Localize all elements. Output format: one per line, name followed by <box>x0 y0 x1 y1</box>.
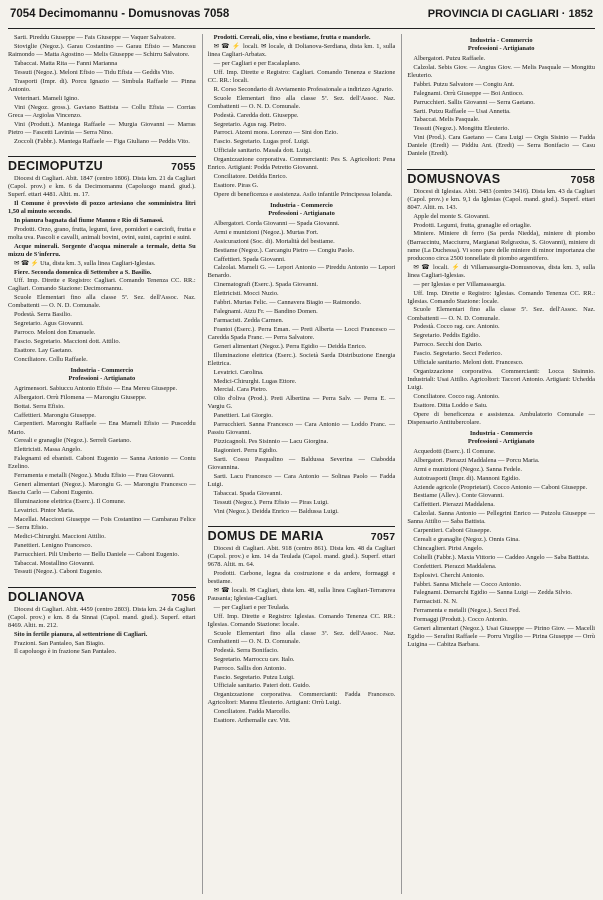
entry: Bestiame (Allev.). Conte Giovanni. <box>413 492 504 500</box>
entry: Chincaglieri. Pirisi Angelo. <box>413 544 484 552</box>
entry: Aziende agricole (Proprietari). Cocco Antonio — Caboni Giuseppe. <box>413 483 588 491</box>
section-title-text: DOLIANOVA <box>8 589 85 604</box>
entry: In pianura bagnata dal fiume Mannu e Rio di Samassi. <box>14 216 164 224</box>
entry: Segretario. Agus Giovanni. <box>14 320 84 328</box>
entry: Falegnami ed ebanisti. Caboni Eugenio — Sanna Antonio — Contu Ezelino. <box>8 455 196 471</box>
entry: Fabbri. Sanna Michele — Cocco Antonio. <box>413 580 522 588</box>
entry: Uff. Imp. Dirette e Registro: Iglesias. Comando Tenenza CC. RR.: Iglesias. Comando Stazione: locale. <box>207 612 396 628</box>
entry: Conciliatore. Cocco rag. Antonio. <box>413 393 500 400</box>
entry: Elettricisti. Massa Angelo. <box>14 446 82 454</box>
entry: Segretario. Agus rag. Pietro. <box>213 120 287 128</box>
entry: Sarti. Pireddu Giuseppe — Fais Giuseppe — Vaquer Salvatore. <box>14 34 176 41</box>
subsection-heading: Industria - Commercio Professioni - Artigianato <box>467 429 535 445</box>
entries-dolianova-trades <box>208 220 396 516</box>
entry: Trasporti (Impr. di). Porcu Ignazio — Simbula Raffaele — Pinna Antonio. <box>8 77 196 93</box>
entry: Medici-Chirurghi. Maccioni Attilio. <box>14 532 106 540</box>
entry: Miniere. Miniere di ferro (Sa perda Niedda), miniere di piombo (Barraccintu, Macciurru, Margianai Relgraxius, S. Giovanni), miniere di rame (La Duchessa). Vi sono pure delle miniere di minor importanza che producono circa 2500 tonnellate di piombo argentifero. <box>407 230 596 262</box>
entry: Esattore. Piras G. <box>213 181 259 189</box>
entry: Conciliatore. Fadda Marcello. <box>213 708 291 716</box>
entries-domusnovas-trades <box>407 448 595 649</box>
section-number: 7055 <box>171 160 196 173</box>
entry: Calzolai. Mameli G. — Lepori Antonio — Pireddu Antonio — Lepori Benardo. <box>207 264 396 280</box>
entry: Segretario. Peddis Egidio. <box>413 332 481 340</box>
entry: Vini (Negoz. gross.). Gaviano Battista — Collu Efisia — Corrias Greca — Argiolas Vincenzo. <box>8 103 196 119</box>
entry: Falegnami. Demarchi Egidio — Sanna Luigi — Zedda Silvio. <box>413 589 573 597</box>
entry: Caffettieri. Spada Giovanni. <box>213 255 286 263</box>
entries-decimoputzu <box>8 175 196 364</box>
entry: Tabaccai. Mostallino Giovanni. <box>14 559 95 567</box>
entry: ✉ ☎ locali. ✉ Cagliari, dista km. 48, sulla linea Cagliari-Terranova Pausania; Iglesias-Cagliari. <box>207 587 396 603</box>
entry: Ferramenta e metalli (Negoz.). Secci Fed. <box>413 607 521 615</box>
entry: Prodotti. Orzo, grano, frutta, legumi, fave, pomidori e carciofi, frutta e molta uva. Pascoli e cavalli, animali bovini, ovini, suini, caprini e suini. <box>8 225 196 241</box>
entry: Uff. Imp. Dirette e Registro: Cagliari. Comando Tenenza e Stazione CC. RR.: locali. <box>207 68 396 84</box>
entry: Olio d'oliva (Prod.). Preti Albertina — Perra Salv. — Perra E. — Vargiu G. <box>207 395 396 411</box>
entry: Fascio. Segretario. Secci Federico. <box>413 350 503 358</box>
subsection-heading: Industria - Commercio Professioni - Artigianato <box>467 37 535 52</box>
entry: Generi alimentari (Negoz.). Perra Egidio — Deidda Enrico. <box>213 342 367 350</box>
entry: Sito in fertile pianura, al settentrione di Cagliari. <box>14 630 148 638</box>
entry: Ufficiale sanitario. Meloni dott. Francesco. <box>413 359 524 367</box>
entries-domusnovas <box>407 188 595 427</box>
entry: Frazioni. San Pantaleo, San Biagio. <box>14 639 105 647</box>
entry: Ragionieri. Perra Egidio. <box>213 447 278 455</box>
entry: Fabbri. Murtas Felic. — Cannavera Biagio — Raimondo. <box>213 299 361 307</box>
entry: Parrucchieri. Pili Umberto — Bellu Daniele — Caboni Eugenio. <box>14 550 180 558</box>
entry: Panettieri. Lai Giorgio. <box>213 412 273 420</box>
entry: Podestà. Serra Bonifacio. <box>213 646 279 654</box>
entry: Ferramenta e metalli (Negoz.). Mudu Efisio — Frau Giovanni. <box>14 472 175 480</box>
entry: Bottai. Serra Efisio. <box>14 402 65 410</box>
entries-domus-de-maria <box>208 545 396 725</box>
column-1 <box>8 34 196 894</box>
entry: Armi e munizioni (Negoz.). Sanna Fedele. <box>413 465 522 473</box>
entry: Caffettieri. Pierazzi Maddalena. <box>413 501 495 509</box>
entry: Albergatori. Pierazzi Maddalena — Porcu Maria. <box>413 456 540 464</box>
entry: Fascio. Segretario. Maccioni dott. Attilio. <box>14 338 121 346</box>
section-number: 7056 <box>171 591 196 604</box>
section-title-domusnovas <box>407 169 595 184</box>
column-2 <box>202 34 396 894</box>
entry: Farmacisti. N. N. <box>413 598 458 606</box>
entry: Organizzazione corporativa. Commercianti: Fadda Francesco. Agricoltori: Mannu Eleuterio. Artigiani: Orrù Luigi. <box>207 691 396 707</box>
entry: Sarti. Lacu Francesco — Cara Antonio — Solinas Paolo — Fadda Luigi. <box>207 472 396 489</box>
entry: Parroco. Sallis don Antonio. <box>213 664 286 672</box>
entry: Fascio. Segretario. Putzu Luigi. <box>213 673 295 681</box>
entry: Formaggi (Produtt.). Cocco Antonio. <box>413 616 508 624</box>
entry: Uff. Imp. Dirette e Registro: Cagliari. Comando Tenenza CC. RR.: Cagliari. Comando Stazione: Decimomannu. <box>8 277 196 293</box>
entry: Levatrici. Pintor Maria. <box>14 506 75 514</box>
entry: Albergatori. Corda Giovanni — Spada Giovanni. <box>213 219 340 227</box>
entry: Albergatori. Orrù Filomena — Marongiu Giuseppe. <box>14 393 147 401</box>
entries-dolianova-continued <box>208 34 396 199</box>
directory-page <box>8 34 595 894</box>
section-title-decimoputzu <box>8 156 196 171</box>
entry: Opere di beneficenza e assistenza. Asilo infantile Principessa Iolanda. <box>213 190 393 198</box>
entry: ✉ ☎ ⚡ locali. ✉ locale, di Dolianova-Serdiana, dista km. 1, sulla linea Cagliari-Arbatax. <box>207 42 396 58</box>
entry: Acque minerali. Sorgente d'acqua minerale a termale, detta Su mizzu de S'inferru. <box>8 242 196 258</box>
entry: Tessuti (Negoz.). Caboni Eugenio. <box>14 568 103 576</box>
entry: Albergatori. Putzu Raffaele. <box>413 55 486 62</box>
entry: Organizzazione corporativa. Commercianti: Pes S. Agricoltori: Pena Enrico. Artigiani: Podda Petretto Giovanni. <box>207 156 396 172</box>
section-title-text: DOMUSNOVAS <box>407 171 501 186</box>
entry: Segretario. Marroccu cav. Italo. <box>213 655 295 663</box>
entry: Fabbri. Putzu Salvatore — Congiu Ant. <box>413 80 515 88</box>
entry: Fiere. Seconda domenica di Settembre a S. Basilio. <box>14 268 152 276</box>
entry: Vini (Negoz.). Deidda Enrico — Baldussa Luigi. <box>213 507 339 515</box>
entry: — per Iglesias e per Villamassargia. <box>413 280 506 288</box>
entry: Sarti. Putzu Raffaele — Usai Annetta. <box>413 107 511 115</box>
entry: Pizzicagnoli. Pes Sisinnio — Lacu Giorgina. <box>213 438 329 446</box>
section-number: 7058 <box>570 173 596 186</box>
entry: Falegnami. Atzu Fr. — Bandino Domen. <box>213 308 318 316</box>
entry: Parrucchieri. Sanna Francesco — Cara Antonio — Loddo Franc. — Passiu Giovanni. <box>207 421 396 437</box>
entry: Carpentieri. Marongiu Raffaele — Ena Mameli Efisio — Pusceddu Mario. <box>8 420 196 436</box>
entry: Stoviglie (Negoz.). Garau Costantino — Garau Efisio — Mancosu Raimondo — Matta Agostino — Melis Giuseppe — Schirru Salvatore. <box>8 42 196 58</box>
section-title-dolianova <box>8 587 196 602</box>
entry: Calzolai. Sebis Giov. — Angius Giov. — Melis Pasquale — Mongittu Eleuterio. <box>407 63 596 79</box>
entry: Cereali e granaglie (Negoz.). Onnis Gina. <box>413 536 520 544</box>
entry: Opere di beneficenza e assistenza. Ambulatorio Comunale — Dispensario Antitubercolare. <box>407 410 596 426</box>
entry: Diocesi di Cagliari. Abit. 1847 (centro 1806). Dista km. 21 da Cagliari (Capol. prov.) e km. 6 da Decimomannu (Capoluogo mand. giud.). Superf. ettari 4481. Altit. m. 17. <box>8 174 196 198</box>
section-title-text: DECIMOPUTZU <box>8 158 103 173</box>
entry: Scuole Elementari fino alla classe 5ª. Sez. dell'Assoc. Naz. Combattenti — O. N. D. Comunale. <box>207 94 396 110</box>
entry: Prodotti. Carbone, legna da costruzione e da ardere, formaggi e bestiame. <box>207 570 396 586</box>
entry: Caffettieri. Marongiu Giuseppe. <box>14 411 96 419</box>
subsection-heading: Industria - Commercio Professioni - Artigianato <box>68 366 136 382</box>
entry: Autotrasporti (Impr. di). Mannoni Egidio. <box>413 474 521 482</box>
entry: Ufficiale sanitario. Masala dott. Luigi. <box>213 147 312 155</box>
entry: Vini (Prod.). Cara Gaetano — Cara Luigi — Orgis Sisinio — Fadda Daniele (Eredi) — Piddiu Ant. (Eredi) — Serra Bonifacio — Casu Daniele (Eredi). <box>407 134 596 158</box>
entry: ✉ ☎ locali. ⚡ di Villamassargia-Domusnovas, dista km. 3, sulla linea Cagliari-Iglesias. <box>407 263 596 279</box>
entry: Conciliatore. Collu Raffaele. <box>14 355 88 363</box>
subsection-heading: Industria - Commercio Professioni - Artigianato <box>268 201 335 217</box>
entry: Confettieri. Pierazzi Maddalena. <box>413 562 497 570</box>
entry: Scuole Elementari fino alla classe 5ª. Sez. dell'Assoc. Naz. Combattenti — O. N. D. Comunale. <box>407 306 596 322</box>
entry: Tabaccai. Melis Pasquale. <box>413 116 480 124</box>
entry: Tessuti (Negoz.). Perra Efisio — Piras Luigi. <box>213 498 329 506</box>
entry: Armi e munizioni (Negoz.). Murtas Fort. <box>213 228 319 236</box>
entry: Farmacisti. Zedda Carmen. <box>213 316 284 324</box>
entry: Acquedotti (Eserc.). Il Comune. <box>413 447 496 455</box>
entry: — per Cagliari e per Escalaplano. <box>213 59 301 67</box>
entry: Carpentieri. Caboni Giuseppe. <box>413 527 492 535</box>
entry: Diocesi di Cagliari. Abit. 4459 (centro 2803). Dista km. 24 da Cagliari (Capol. prov.) e km. 8 da Sinnai (Capol. mand. giud.). Superf. ettari 8469. Altit. m. 212. <box>8 605 196 629</box>
entry: Esplosivi. Cherchi Antonio. <box>413 571 485 579</box>
entry: Illuminazione elettrica (Eserc.). Società Sarda Distribuzione Energia Elettrica. <box>207 351 396 367</box>
entry: Fascio. Segretario. Lugas prof. Luigi. <box>213 138 310 146</box>
entry: Tessuti (Negoz.). Meloni Efisio — Tidu Efisia — Geddis Vito. <box>14 68 175 76</box>
entry: Panettieri. Lenigno Francesco. <box>14 541 93 549</box>
header-left-running-head: 7054 Decimomannu - Domusnovas 7058 <box>10 8 230 20</box>
entry: Sarti. Cossu Pasqualino — Baldussa Severina — Ciabodda Giovannina. <box>207 456 396 472</box>
page-header <box>8 4 595 29</box>
entry: Prodotti. Legumi, frutta, granaglie ed ortaglie. <box>413 221 532 229</box>
entry: Cereali e granaglie (Negoz.). Serreli Gaetano. <box>14 437 132 445</box>
entry: Frantoi (Eserc.). Perra Eman. — Preti Alberta — Locci Francesco — Caredda Spada Franc. — Perra Salvatore. <box>207 325 396 341</box>
header-right-running-head: PROVINCIA DI CAGLIARI · 1852 <box>427 8 593 20</box>
entry: Parroco. Secchi don Dario. <box>413 341 483 349</box>
entries-domus-de-maria-trades <box>407 55 595 159</box>
entry: Uff. Imp. Dirette e Registro: Iglesias. Comando Tenenza CC. RR.: Iglesias. Comando Stazione: locale. <box>407 289 596 305</box>
entry: Il capoluogo è in frazione San Pantaleo. <box>14 648 117 656</box>
entry: Tabaccai. Spada Giovanni. <box>213 489 283 497</box>
entry: Vini (Produtt.). Mantega Raffaele — Murgia Giovanni — Marras Pietro — Fascetti Lavinia — Serra Nino. <box>8 120 196 136</box>
entry: Apple del monte S. Giovanni. <box>413 212 490 220</box>
entry: Assicurazioni (Soc. di). Mortalità del bestiame. <box>213 237 335 245</box>
entry: Organizzazione corporativa. Commercianti: Locca Sisinnio. Industriali: Usai Attilio. Agricoltori: Taccori Antonio. Artigiani: Uchedda Luigi. <box>407 367 596 392</box>
entry: Diocesi di Iglesias. Abit. 3483 (centro 3416). Dista km. 43 da Cagliari (Capol. prov.) e km. 9,1 da Iglesias (Capol. mand. giud.). Superf. ettari 8047. Altit. m. 143. <box>407 187 596 211</box>
entry: Agrimensori. Sabiuccu Antonio Efisio — Ena Mereu Giuseppe. <box>14 384 178 392</box>
entry: Cinematografi (Eserc.). Spada Giovanni. <box>213 281 319 289</box>
entry: Ufficiale sanitario. Pateri dott. Guido. <box>213 682 311 690</box>
entry: Falegnami. Orrù Giuseppe — Boi Antioco. <box>413 89 524 97</box>
entry: Esattore. Ditta Loddo e Saiu. <box>413 401 488 409</box>
entry: R. Corso Secondario di Avviamento Professionale a indirizzo Agrario. <box>213 85 394 93</box>
entry: Generi alimentari (Negoz.). Usai Giuseppe — Pirino Giov. — Macelli Egidio — Serafini Raffaele — Porru Virgilio — Pirina Giuseppe — Orrù Luigina — Cabitza Barbara. <box>407 624 596 649</box>
column-3 <box>401 34 595 894</box>
entry: Calzolai. Sanna Antonio — Pellegrini Enrico — Putzolu Giuseppe — Sanna Attilio — Saba Battista. <box>407 510 596 526</box>
entry: Bestiame (Negoz.). Carcangiu Pietro — Congiu Paolo. <box>213 246 355 254</box>
entry: Macellai. Maccioni Giuseppe — Fois Costantino — Cambarau Felice — Serra Efisio. <box>8 515 196 531</box>
entry: Zoccoli (Fabbr.). Mantega Raffaele — Figa Giuliano — Peddis Vito. <box>14 137 190 145</box>
entry: Parroci. Atzeni mons. Lorenzo — Sini don Ezio. <box>213 129 338 137</box>
entry: Esattore. Lay Gaetano. <box>14 346 73 354</box>
entry: Scuole Elementari fino alla classe 5ª. Sez. dell'Assoc. Naz. Combattenti — O. N. D. Comunale. <box>8 294 196 310</box>
entry: Elettricisti. Mocci Nuzio. <box>213 290 279 298</box>
entry: Parrucchieri. Sallis Giovanni — Serra Gaetano. <box>413 98 535 106</box>
entry: Veterinari. Mameli Igino. <box>14 94 79 102</box>
section-title-domus-de-maria <box>208 526 396 541</box>
entry: Il Comune è provvisto di pozzo artesiano che somministra litri 1,50 al minuto secondo. <box>8 199 196 215</box>
entry: Tessuti (Negoz.). Mongittu Eleuterio. <box>413 125 510 133</box>
entry: Scuole Elementari fino alla classe 3ª. Sez. dell'Assoc. Naz. Combattenti — O. N. D. Comunale. <box>207 629 396 645</box>
entry: Prodotti. Cereali, olio, vino e bestiame, frutta e mandorle. <box>213 34 371 41</box>
entry: Tabaccai. Matta Rita — Fanni Marianna <box>14 59 118 67</box>
entry: Podestà. Serra Basilio. <box>14 311 72 319</box>
entry: — per Cagliari e per Teulada. <box>213 603 290 611</box>
entry: Mercial. Cara Pietro. <box>213 386 268 394</box>
entries-decimoputzu-trades <box>8 385 196 577</box>
entry: ✉ ☎ ⚡ Uta, dista km. 3, sulla linea Cagliari-Iglesias. <box>14 259 156 267</box>
entries-dolianova <box>8 606 196 657</box>
entry: Podestà. Cocco rag. cav. Antonio. <box>413 323 500 331</box>
section-title-text: DOMUS DE MARIA <box>207 528 324 543</box>
entry: Esattore. Arthemalle cav. Vitt. <box>213 717 291 725</box>
entry: Parroco. Meloni don Emanuele. <box>14 329 96 337</box>
entry: Diocesi di Cagliari. Abit. 918 (centro 861). Dista km. 48 da Cagliari (Capol. prov.) e km. 14 da Teulada (Capol. mand. giud.). Superf. ettari 9678. Altit. m. 64. <box>207 544 396 569</box>
entry: Illuminazione elettrica (Eserc.). Il Comune. <box>14 498 126 506</box>
entry: Generi alimentari (Negoz.). Marongiu G. — Marongiu Francesco — Basciu Carlo — Caboni Eugenio. <box>8 481 196 497</box>
entries-decimomannu-continued <box>8 34 196 146</box>
entry: Podestà. Caredda dott. Giuseppe. <box>213 111 299 119</box>
entry: Levatrici. Carolina. <box>213 368 264 376</box>
entry: Coltelli (Fabbr.). Maxia Vittorio — Caddeo Angelo — Saba Battista. <box>413 553 590 561</box>
section-number: 7057 <box>370 530 396 543</box>
entry: Conciliatore. Deidda Enrico. <box>213 173 288 181</box>
entry: Medici-Chirurghi. Lugas Ettore. <box>213 377 297 385</box>
